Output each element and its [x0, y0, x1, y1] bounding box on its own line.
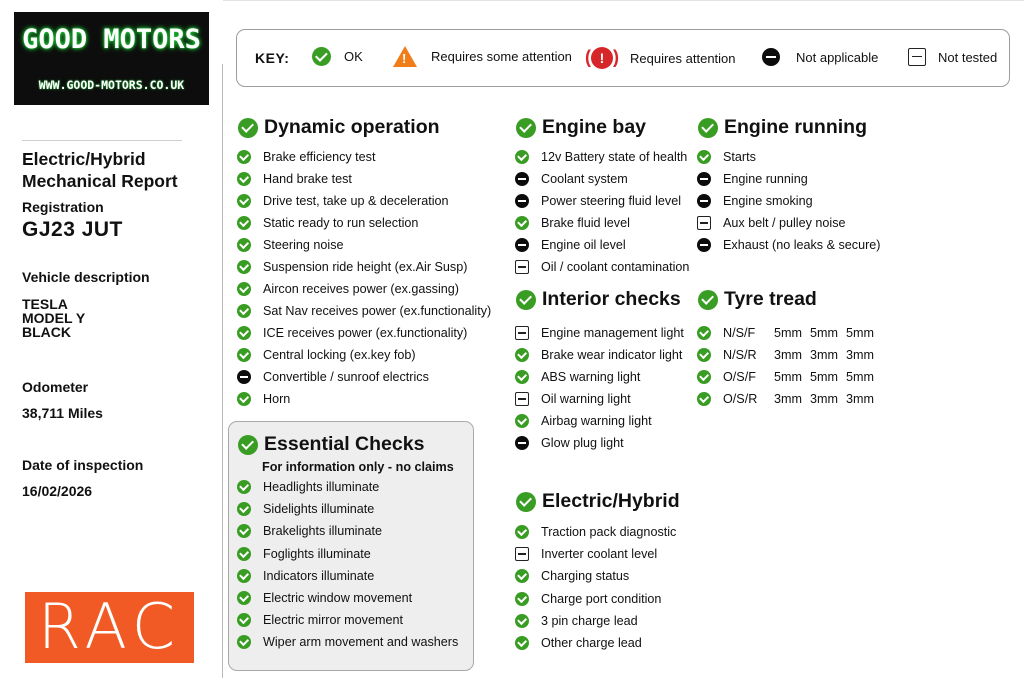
- section-title-text: Tyre tread: [724, 288, 817, 310]
- checklist-item-label: Engine running: [723, 172, 808, 186]
- checklist-item: [241, 565, 374, 587]
- not-tested-icon: [515, 326, 529, 340]
- checklist-item: [241, 146, 375, 168]
- tyre-depth-value: 3mm: [774, 392, 802, 406]
- checklist-item-label: Engine management light: [541, 326, 684, 340]
- ok-check-icon: [698, 290, 718, 310]
- key-some-attention: [393, 46, 572, 67]
- section-title-text: Essential Checks: [264, 433, 425, 455]
- checklist-item-label: Static ready to run selection: [263, 216, 419, 230]
- vehicle-description-label: Vehicle description: [22, 269, 150, 285]
- not-tested-icon: [908, 48, 926, 66]
- checklist-item: [519, 588, 661, 610]
- checklist-item: [519, 521, 676, 543]
- checklist-item: [519, 610, 638, 632]
- checklist-item-label: Inverter coolant level: [541, 547, 658, 561]
- tyre-position: N/S/R: [723, 348, 757, 362]
- not-applicable-icon: [762, 48, 780, 66]
- checklist-item-label: Electric window movement: [263, 591, 413, 605]
- date-of-inspection-label: Date of inspection: [22, 457, 144, 473]
- ok-check-icon: [237, 304, 251, 318]
- ok-check-icon: [238, 435, 258, 455]
- checklist-item: [519, 410, 652, 432]
- checklist-item: [241, 476, 379, 498]
- logo-title: GOOD MOTORS: [22, 24, 201, 55]
- report-title-line1: Electric/Hybrid: [22, 149, 146, 169]
- checklist-item: [519, 366, 640, 388]
- checklist-item-label: ABS warning light: [541, 370, 641, 384]
- ok-check-icon: [237, 348, 251, 362]
- report-title-line2: Mechanical Report: [22, 171, 178, 191]
- ok-check-icon: [237, 326, 251, 340]
- ok-check-icon: [237, 547, 251, 561]
- checklist-item-label: Hand brake test: [263, 172, 352, 186]
- tyre-depth-value: 3mm: [810, 348, 838, 362]
- checklist-item: [701, 190, 813, 212]
- checklist-item-label: Engine smoking: [723, 194, 813, 208]
- section-title-text: Engine running: [724, 116, 867, 138]
- ok-check-icon: [697, 326, 711, 340]
- checklist-item-label: Convertible / sunroof electrics: [263, 370, 429, 384]
- section-title-text: Engine bay: [542, 116, 647, 138]
- ok-check-icon: [237, 480, 251, 494]
- checklist-item: [241, 322, 467, 344]
- good-motors-logo: [14, 12, 209, 105]
- checklist-item-label: Brake fluid level: [541, 216, 630, 230]
- date-of-inspection-value: 16/02/2026: [22, 483, 93, 499]
- ok-check-icon: [516, 118, 536, 138]
- key-not-applicable-label: Not applicable: [796, 49, 879, 65]
- ok-check-icon: [697, 348, 711, 362]
- not-applicable-icon: [515, 436, 529, 450]
- logo-url: WWW.GOOD-MOTORS.CO.UK: [38, 78, 185, 92]
- key-some-attention-label: Requires some attention: [431, 49, 572, 64]
- checklist-item-label: Aircon receives power (ex.gassing): [263, 282, 459, 296]
- checklist-item-label: Horn: [263, 392, 291, 406]
- checklist-item-label: Glow plug light: [541, 436, 624, 450]
- section-title-text: Dynamic operation: [264, 116, 440, 138]
- vehicle-colour: BLACK: [22, 324, 71, 340]
- checklist-item: [241, 388, 290, 410]
- checklist-item-label: Airbag warning light: [541, 414, 652, 428]
- tyre-position: O/S/F: [723, 370, 756, 384]
- status-key: [236, 29, 1010, 87]
- key-attention: [591, 47, 736, 69]
- tyre-depth-value: 5mm: [810, 370, 838, 384]
- ok-check-icon: [515, 414, 529, 428]
- ok-check-icon: [515, 150, 529, 164]
- checklist-item-label: Charge port condition: [541, 592, 662, 606]
- checklist-item: [241, 587, 412, 609]
- section-title-electric-hybrid: [516, 490, 680, 513]
- checklist-item-label: ICE receives power (ex.functionality): [263, 326, 468, 340]
- ok-check-icon: [237, 502, 251, 516]
- tyre-depth-value: 3mm: [846, 348, 874, 362]
- checklist-item-label: Sidelights illuminate: [263, 502, 375, 516]
- checklist-item-label: 3 pin charge lead: [541, 614, 638, 628]
- key-ok: [312, 47, 363, 66]
- warning-triangle-icon: [393, 46, 417, 67]
- checklist-item: [241, 278, 459, 300]
- checklist-item: [519, 322, 684, 344]
- tyre-position: N/S/F: [723, 326, 756, 340]
- vehicle-make: TESLA: [22, 296, 68, 312]
- checklist-item: [701, 212, 846, 234]
- rac-logo-text: RAC: [37, 590, 182, 663]
- ok-check-icon: [516, 492, 536, 512]
- tyre-depth-value: 5mm: [774, 326, 802, 340]
- not-applicable-icon: [697, 238, 711, 252]
- ok-check-icon: [697, 150, 711, 164]
- checklist-item: [519, 212, 630, 234]
- not-applicable-icon: [697, 194, 711, 208]
- key-not-applicable: [762, 48, 878, 66]
- tyre-depth-value: 5mm: [810, 326, 838, 340]
- checklist-item: [241, 168, 352, 190]
- section-title-text: Interior checks: [542, 288, 681, 310]
- checklist-item-label: Exhaust (no leaks & secure): [723, 238, 881, 252]
- ok-check-icon: [515, 614, 529, 628]
- checklist-item-label: Starts: [723, 150, 756, 164]
- ok-check-icon: [237, 238, 251, 252]
- section-title-dynamic-operation: [238, 116, 440, 139]
- ok-check-icon: [238, 118, 258, 138]
- tyre-tread-row: [701, 322, 874, 344]
- registration-label: Registration: [22, 199, 104, 215]
- not-tested-icon: [515, 392, 529, 406]
- key-not-tested: [908, 48, 997, 66]
- essential-checks-subtitle: For information only - no claims: [262, 460, 454, 474]
- checklist-item: [519, 565, 629, 587]
- checklist-item-label: Brake efficiency test: [263, 150, 376, 164]
- checklist-item: [519, 168, 628, 190]
- rac-logo: [25, 592, 194, 663]
- ok-check-icon: [515, 636, 529, 650]
- checklist-item-label: Coolant system: [541, 172, 628, 186]
- checklist-item: [519, 234, 626, 256]
- tyre-depth-value: 5mm: [774, 370, 802, 384]
- tyre-depth-value: 5mm: [846, 326, 874, 340]
- ok-check-icon: [237, 613, 251, 627]
- checklist-item: [241, 498, 374, 520]
- checklist-item-label: Headlights illuminate: [263, 480, 380, 494]
- not-tested-icon: [515, 547, 529, 561]
- checklist-item: [241, 300, 491, 322]
- checklist-item: [519, 190, 681, 212]
- section-title-interior-checks: [516, 288, 681, 311]
- checklist-item: [519, 146, 687, 168]
- ok-check-icon: [237, 591, 251, 605]
- checklist-item: [519, 432, 624, 454]
- not-applicable-icon: [697, 172, 711, 186]
- checklist-item: [241, 256, 467, 278]
- odometer-label: Odometer: [22, 379, 89, 395]
- vehicle-model: MODEL Y: [22, 310, 86, 326]
- ok-check-icon: [237, 260, 251, 274]
- tyre-tread-row: [701, 344, 874, 366]
- ok-check-icon: [237, 194, 251, 208]
- checklist-item-label: Foglights illuminate: [263, 547, 371, 561]
- section-title-engine-running: [698, 116, 867, 139]
- sidebar-rule: [22, 140, 182, 141]
- checklist-item: [241, 631, 458, 653]
- checklist-item-label: Sat Nav receives power (ex.functionality): [263, 304, 492, 318]
- ok-check-icon: [237, 216, 251, 230]
- checklist-item: [241, 212, 418, 234]
- checklist-item: [241, 366, 429, 388]
- tyre-depth-value: 5mm: [846, 370, 874, 384]
- checklist-item: [241, 520, 382, 542]
- checklist-item-label: Brake wear indicator light: [541, 348, 683, 362]
- ok-check-icon: [697, 392, 711, 406]
- key-attention-label: Requires attention: [630, 50, 736, 66]
- ok-check-icon: [515, 348, 529, 362]
- report-title: [22, 148, 217, 192]
- tyre-position: O/S/R: [723, 392, 758, 406]
- ok-check-icon: [515, 370, 529, 384]
- checklist-item: [701, 234, 881, 256]
- not-applicable-icon: [237, 370, 251, 384]
- tyre-tread-row: [701, 388, 874, 410]
- ok-check-icon: [516, 290, 536, 310]
- checklist-item-label: Other charge lead: [541, 636, 642, 650]
- not-applicable-icon: [515, 172, 529, 186]
- tyre-depth-value: 3mm: [774, 348, 802, 362]
- section-title-text: Electric/Hybrid: [542, 490, 680, 512]
- attention-alert-icon: ( ! ): [591, 47, 613, 69]
- ok-check-icon: [237, 282, 251, 296]
- key-ok-label: OK: [344, 49, 363, 64]
- ok-check-icon: [237, 524, 251, 538]
- checklist-item-label: Engine oil level: [541, 238, 626, 252]
- checklist-item: [519, 256, 689, 278]
- ok-check-icon: [515, 525, 529, 539]
- not-tested-icon: [515, 260, 529, 274]
- tyre-depth-value: 3mm: [846, 392, 874, 406]
- checklist-item-label: Indicators illuminate: [263, 569, 375, 583]
- checklist-item: [519, 388, 631, 410]
- sidebar-divider: [222, 64, 223, 678]
- checklist-item: [519, 632, 642, 654]
- not-applicable-icon: [515, 238, 529, 252]
- ok-check-icon: [515, 216, 529, 230]
- key-title: KEY:: [255, 50, 290, 66]
- checklist-item: [241, 344, 416, 366]
- registration-value: GJ23 JUT: [22, 218, 123, 241]
- ok-check-icon: [237, 172, 251, 186]
- checklist-item: [519, 543, 657, 565]
- ok-check-icon: [698, 118, 718, 138]
- checklist-item-label: Drive test, take up & deceleration: [263, 194, 449, 208]
- section-title-tyre-tread: [698, 288, 817, 311]
- checklist-item: [519, 344, 682, 366]
- ok-check-icon: [312, 47, 331, 66]
- ok-check-icon: [515, 569, 529, 583]
- checklist-item-label: Power steering fluid level: [541, 194, 682, 208]
- checklist-item-label: Aux belt / pulley noise: [723, 216, 846, 230]
- checklist-item: [241, 543, 371, 565]
- tyre-depth-value: 3mm: [810, 392, 838, 406]
- checklist-item: [701, 168, 808, 190]
- not-tested-icon: [697, 216, 711, 230]
- ok-check-icon: [237, 150, 251, 164]
- checklist-item-label: Traction pack diagnostic: [541, 525, 677, 539]
- section-title-engine-bay: [516, 116, 646, 139]
- ok-check-icon: [237, 569, 251, 583]
- checklist-item-label: Steering noise: [263, 238, 344, 252]
- ok-check-icon: [515, 592, 529, 606]
- checklist-item: [241, 609, 403, 631]
- key-not-tested-label: Not tested: [938, 49, 998, 65]
- checklist-item: [701, 146, 756, 168]
- checklist-item: [241, 190, 449, 212]
- checklist-item-label: 12v Battery state of health: [541, 150, 688, 164]
- ok-check-icon: [237, 392, 251, 406]
- not-applicable-icon: [515, 194, 529, 208]
- checklist-item: [241, 234, 344, 256]
- checklist-item-label: Wiper arm movement and washers: [263, 635, 459, 649]
- ok-check-icon: [697, 370, 711, 384]
- checklist-item-label: Brakelights illuminate: [263, 524, 382, 538]
- checklist-item-label: Oil / coolant contamination: [541, 260, 690, 274]
- checklist-item-label: Suspension ride height (ex.Air Susp): [263, 260, 468, 274]
- checklist-item-label: Charging status: [541, 569, 630, 583]
- checklist-item-label: Central locking (ex.key fob): [263, 348, 416, 362]
- top-divider: [223, 0, 1024, 1]
- tyre-tread-row: [701, 366, 874, 388]
- odometer-value: 38,711 Miles: [22, 405, 103, 421]
- ok-check-icon: [237, 635, 251, 649]
- section-title-essential-checks: [238, 433, 424, 456]
- checklist-item-label: Electric mirror movement: [263, 613, 403, 627]
- checklist-item-label: Oil warning light: [541, 392, 631, 406]
